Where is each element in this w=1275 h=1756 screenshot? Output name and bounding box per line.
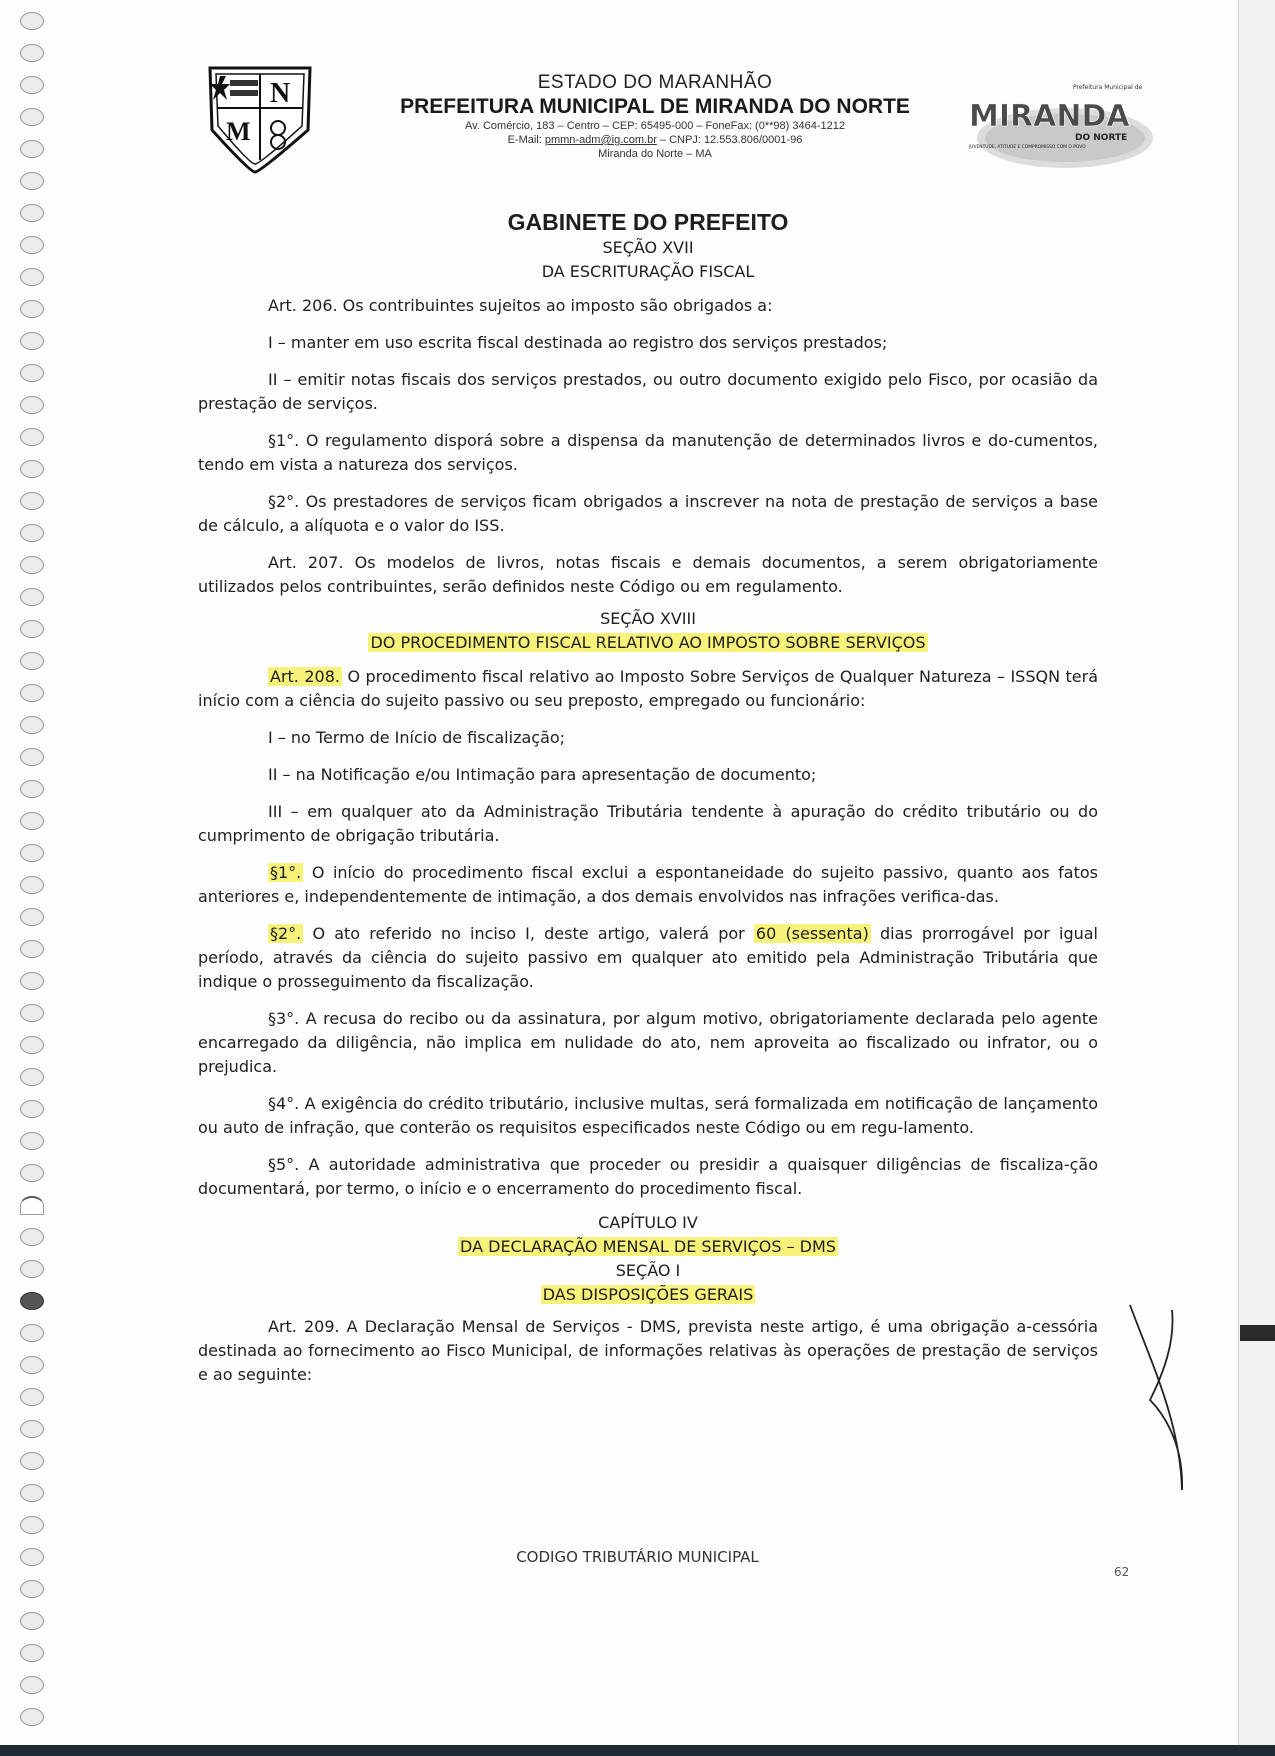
scan-edge-tab <box>1240 1325 1275 1341</box>
art-208-p2-label: §2°. <box>270 924 302 943</box>
binding-ring <box>20 1132 44 1150</box>
binding-ring <box>20 1100 44 1118</box>
art-208-paragraph-1 <box>198 861 1098 909</box>
miranda-logo-icon <box>965 80 1155 170</box>
section-i-title-wrap <box>198 1283 1098 1307</box>
art-206-item-ii: II – emitir notas fiscais dos serviços prestados, ou outro documento exigido pelo Fisco, por ocasião da prestação de serviços. <box>198 370 1098 413</box>
chapter-iv-title-wrap <box>198 1235 1098 1259</box>
prefecture-name: PREFEITURA MUNICIPAL DE MIRANDA DO NORTE <box>400 95 910 118</box>
binding-ring <box>20 1388 44 1406</box>
binding-ring <box>20 1708 44 1726</box>
brand-name: MIRANDA <box>969 99 1130 134</box>
email-label: E-Mail: <box>507 134 545 146</box>
binding-ring <box>20 1324 44 1342</box>
binding-ring <box>20 268 44 286</box>
art-206-paragraph-1: §1°. O regulamento disporá sobre a dispensa da manutenção de determinados livros e do-cumentos, tendo em vista a natureza dos serviços. <box>198 431 1098 474</box>
binding-ring <box>20 652 44 670</box>
binding-ring <box>20 76 44 94</box>
section-xviii-title-wrap <box>198 631 1098 655</box>
binding-ring <box>20 1036 44 1054</box>
art-208-paragraph-2 <box>198 922 1098 994</box>
section-i-heading: SEÇÃO I <box>615 1261 681 1280</box>
binding-ring <box>20 1068 44 1086</box>
binding-ring <box>20 972 44 990</box>
section-xvii-title: DA ESCRITURAÇÃO FISCAL <box>541 262 755 281</box>
art-208-label: Art. 208. <box>270 667 340 686</box>
coat-letter-m: M <box>226 117 251 146</box>
chapter-iv-title: DA DECLARAÇÃO MENSAL DE SERVIÇOS – DMS <box>460 1237 836 1256</box>
section-xviii-title: DO PROCEDIMENTO FISCAL RELATIVO AO IMPOSTO SOBRE SERVIÇOS <box>370 633 926 652</box>
address-line: Av. Comércio, 183 – Centro – CEP: 65495-000 – FoneFax: (0**98) 3464-1212 <box>465 120 845 132</box>
art-208-item-i: I – no Termo de Início de fiscalização; <box>268 728 566 747</box>
binding-ring <box>20 876 44 894</box>
binding-ring <box>20 908 44 926</box>
brand-tagline: JUVENTUDE, ATITUDE E COMPROMISSO COM O POVO <box>969 145 1086 150</box>
coat-of-arms-icon <box>180 60 330 175</box>
binding-ring <box>20 1356 44 1374</box>
binding-ring <box>20 556 44 574</box>
state-name: ESTADO DO MARANHÃO <box>537 72 773 93</box>
section-xviii-heading: SEÇÃO XVIII <box>600 609 696 628</box>
binding-ring <box>20 172 44 190</box>
art-206: Art. 206. Os contribuintes sujeitos ao imposto são obrigados a: <box>268 296 773 315</box>
art-208-p2-text-a: O ato referido no inciso I, deste artigo, valerá por <box>303 924 754 943</box>
binding-ring <box>20 1644 44 1662</box>
binding-ring <box>20 780 44 798</box>
art-208-p2-highlight: 60 (sessenta) <box>755 924 869 943</box>
art-208-item-ii: II – na Notificação e/ou Intimação para apresentação de documento; <box>268 765 817 784</box>
city-line: Miranda do Norte – MA <box>598 148 712 160</box>
scan-edge <box>1238 0 1275 1756</box>
binding-ring <box>20 620 44 638</box>
signature-icon <box>1120 1300 1200 1500</box>
binding-ring <box>20 524 44 542</box>
binding-ring <box>20 332 44 350</box>
binding-ring <box>20 1612 44 1630</box>
binding-ring <box>20 428 44 446</box>
art-208-p2-text-b: dias prorrogável por igual período, através da ciência do sujeito passivo em qualquer ato emitido pela Administração Tributária que indique o prosseguimento da fiscalização. <box>198 924 1098 991</box>
email-link: pmmn-adm@ig.com.br <box>544 134 657 146</box>
binding-ring <box>20 1004 44 1022</box>
binding-ring <box>20 396 44 414</box>
document-body <box>198 210 1098 1400</box>
office-title: GABINETE DO PREFEITO <box>507 209 789 235</box>
coat-letter-n: N <box>270 78 291 109</box>
binding-ring <box>20 940 44 958</box>
art-206-item-i: I – manter em uso escrita fiscal destinada ao registro dos serviços prestados; <box>268 333 888 352</box>
binding-ring <box>20 1516 44 1534</box>
letterhead <box>180 60 1143 180</box>
art-208-paragraph-5: §5°. A autoridade administrativa que proceder ou presidir a quaisquer diligências de fiscaliza-ção documentará, por termo, o início e o encerramento do procedimento fiscal. <box>198 1155 1098 1198</box>
binding-ring <box>20 1580 44 1598</box>
binding-ring <box>20 12 44 30</box>
binding-ring <box>20 1420 44 1438</box>
footer-code: CODIGO TRIBUTÁRIO MUNICIPAL <box>516 1548 759 1566</box>
section-i-title: DAS DISPOSIÇÕES GERAIS <box>542 1285 754 1304</box>
brand-sub: DO NORTE <box>1075 133 1128 143</box>
binding-ring <box>20 1196 44 1215</box>
cnpj: – CNPJ: 12.553.806/0001-96 <box>656 134 803 146</box>
brand-top: Prefeitura Municipal de <box>1073 84 1143 91</box>
binding-ring <box>20 1676 44 1694</box>
binding-ring <box>20 1164 44 1182</box>
chapter-iv-heading: CAPÍTULO IV <box>598 1213 698 1232</box>
binding-ring <box>20 44 44 62</box>
binding-ring <box>20 140 44 158</box>
contact-line <box>350 133 960 147</box>
binding-ring <box>20 1292 44 1310</box>
binding-ring <box>20 716 44 734</box>
art-208-text: O procedimento fiscal relativo ao Imposto Sobre Serviços de Qualquer Natureza – ISSQN terá início com a ciência do sujeito passivo ou seu preposto, empregado ou funcionário: <box>198 667 1099 710</box>
page-number: 62 <box>1114 1565 1130 1579</box>
binding-ring <box>20 204 44 222</box>
binding-ring <box>20 492 44 510</box>
art-208-p1-label: §1°. <box>270 863 302 882</box>
letterhead-text <box>350 72 960 161</box>
binding-ring <box>20 812 44 830</box>
binding-ring <box>20 1228 44 1246</box>
binding-ring <box>20 684 44 702</box>
binding-ring <box>20 1452 44 1470</box>
binding-ring <box>20 364 44 382</box>
art-208-paragraph-4: §4°. A exigência do crédito tributário, inclusive multas, será formalizada em notificação de lançamento ou auto de infração, que conterão os requisitos especificados neste Código ou em regu-lamento. <box>198 1094 1098 1137</box>
section-xvii-heading: SEÇÃO XVII <box>602 238 694 257</box>
binding-ring <box>20 300 44 318</box>
art-207: Art. 207. Os modelos de livros, notas fiscais e demais documentos, a serem obrigatoriamente utilizados pelos contribuintes, serão definidos neste Código ou em regulamento. <box>198 553 1098 596</box>
binding-ring <box>20 108 44 126</box>
art-208-paragraph-3: §3°. A recusa do recibo ou da assinatura, por algum motivo, obrigatoriamente declarada pelo agente encarregado da diligência, não implica em nulidade do ato, nem aproveita ao fiscalizado ou infrator, ou o prejudica. <box>198 1009 1098 1076</box>
binding-ring <box>20 1260 44 1278</box>
art-208-p1-text: O início do procedimento fiscal exclui a espontaneidade do sujeito passivo, quanto aos fatos anteriores e, independentemente de intimação, a dos demais envolvidos nas infrações verifica-das. <box>198 863 1098 906</box>
binding-ring <box>20 748 44 766</box>
binding-ring <box>20 1484 44 1502</box>
binding-ring <box>20 236 44 254</box>
binding-ring <box>20 460 44 478</box>
binding-ring <box>20 844 44 862</box>
scan-bottom-edge <box>0 1745 1275 1756</box>
art-206-paragraph-2: §2°. Os prestadores de serviços ficam obrigados a inscrever na nota de prestação de serviços a base de cálculo, a alíquota e o valor do ISS. <box>198 492 1098 535</box>
binding-ring <box>20 588 44 606</box>
art-209: Art. 209. A Declaração Mensal de Serviços - DMS, prevista neste artigo, é uma obrigação a-cessória destinada ao fornecimento ao Fisco Municipal, de informações relativas às operações de prestação de serviços e ao seguinte: <box>198 1317 1098 1384</box>
art-208 <box>198 665 1098 713</box>
art-208-item-iii: III – em qualquer ato da Administração Tributária tendente à apuração do crédito tributário ou do cumprimento de obrigação tributária. <box>198 802 1098 845</box>
